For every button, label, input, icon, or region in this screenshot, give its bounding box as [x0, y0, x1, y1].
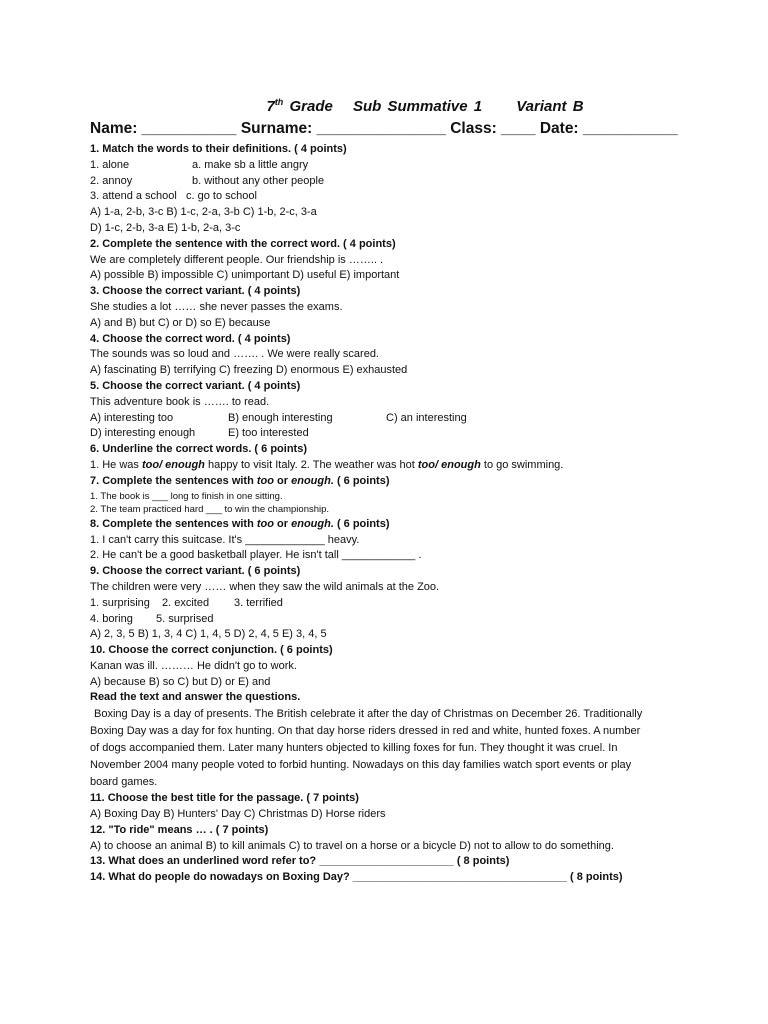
q7-enough: enough.: [291, 474, 334, 487]
question-2-title: 2. Complete the sentence with the correct word. ( 4 points): [90, 237, 396, 250]
question-11-title: 11. Choose the best title for the passage. ( 7 points): [90, 792, 359, 805]
q5-option-d[interactable]: D) interesting enough: [90, 427, 196, 440]
q9-options[interactable]: A) 2, 3, 5 B) 1, 3, 4 C) 1, 4, 5 D) 2, 4, 5 E) 3, 4, 5: [90, 628, 327, 641]
q12-options[interactable]: A) to choose an animal B) to kill animals C) to travel on a horse or a bicycle D) not to allow to do something.: [90, 839, 614, 852]
q4-text: The sounds was so loud and ……. . We were really scared.: [90, 348, 379, 361]
question-14-title[interactable]: 14. What do people do nowadays on Boxing Day? ___________________________________ ( 8 points): [90, 871, 623, 884]
q5-options-1: [90, 411, 690, 427]
q1-word: 2. annoy: [90, 174, 133, 187]
q9-word: 5. surprised: [156, 612, 214, 625]
q9-word: 3. terrified: [234, 596, 283, 609]
q1-row-1: [90, 158, 690, 174]
q9-words-1: [90, 596, 690, 612]
q5-option-e[interactable]: E) too interested: [228, 427, 309, 440]
q10-text: Kanan was ill. ……… He didn't go to work.: [90, 659, 297, 672]
q3-options[interactable]: A) and B) but C) or D) so E) because: [90, 316, 271, 329]
q1-row-2: [90, 174, 690, 190]
q3-text: She studies a lot …… she never passes the exams.: [90, 300, 343, 313]
q8-or: or: [273, 517, 292, 530]
q7-too: too: [256, 474, 274, 487]
q8-sentence-2[interactable]: 2. He can't be a good basketball player. He isn't tall ____________ .: [90, 549, 422, 562]
q8-enough: enough.: [291, 517, 334, 530]
question-10-title: 10. Choose the correct conjunction. ( 6 points): [90, 644, 333, 657]
question-13-title[interactable]: 13. What does an underlined word refer to? ______________________ ( 8 points): [90, 855, 510, 868]
q1-row-3: [90, 189, 690, 205]
q1-definition: a. make sb a little angry: [192, 158, 309, 171]
q1-word: 3. attend a school: [90, 190, 177, 203]
reading-title: Read the text and answer the questions.: [90, 691, 301, 704]
q11-options[interactable]: A) Boxing Day B) Hunters' Day C) Christmas D) Horse riders: [90, 808, 386, 821]
q2-options[interactable]: A) possible B) impossible C) unimportant D) useful E) important: [90, 269, 400, 282]
q4-options[interactable]: A) fascinating B) terrifying C) freezing D) enormous E) exhausted: [90, 364, 408, 377]
q7-points: ( 6 points): [333, 474, 390, 487]
q6-s1-end: happy to visit Italy. 2. The weather was hot: [204, 458, 418, 471]
q6-s2-end: to go swimming.: [480, 458, 564, 471]
q9-word: 4. boring: [90, 612, 133, 625]
q8-title-start: 8. Complete the sentences with: [90, 517, 257, 530]
q9-word: 1. surprising: [90, 596, 150, 609]
question-3-title: 3. Choose the correct variant. ( 4 points): [90, 285, 301, 298]
q7-sentence-2[interactable]: 2. The team practiced hard ___ to win the championship.: [90, 504, 330, 516]
q1-options-2[interactable]: D) 1-c, 2-b, 3-a E) 1-b, 2-a, 3-c: [90, 221, 241, 234]
q5-options-2: [90, 426, 690, 442]
q5-option-c[interactable]: C) an interesting: [386, 411, 467, 424]
q9-words-2: [90, 612, 690, 628]
q2-text: We are completely different people. Our friendship is …….. .: [90, 253, 384, 266]
grade-superscript: th: [274, 97, 284, 107]
q9-word: 2. excited: [162, 596, 210, 609]
q1-word: 1. alone: [90, 158, 130, 171]
test-name: Sub Summative 1: [353, 98, 483, 115]
question-7-title: [90, 474, 690, 490]
q6-choice-1[interactable]: too/ enough: [141, 458, 205, 471]
question-12-title: 12. "To ride" means … . ( 7 points): [90, 823, 269, 836]
q9-text: The children were very …… when they saw the wild animals at the Zoo.: [90, 580, 440, 593]
variant-label: Variant B: [516, 98, 584, 115]
q10-options[interactable]: A) because B) so C) but D) or E) and: [90, 675, 271, 688]
question-4-title: 4. Choose the correct word. ( 4 points): [90, 332, 291, 345]
worksheet: [90, 92, 690, 886]
q6-s1-start: 1. He was: [90, 458, 142, 471]
q6-choice-2[interactable]: too/ enough: [417, 458, 481, 471]
question-8-title: [90, 517, 690, 533]
reading-passage: Boxing Day is a day of presents. The British celebrate it after the day of Christmas on December 26. Traditionally Boxing Day was a day for fox hunting. On that day horse riders dressed in red and white, hunted foxes. A number of dogs accompanied them. Later many hunters objected to killing foxes for fun. They thought it was cruel. In November 2004 many people voted to forbid hunting. Nowadays on this day families watch sport events or play board games.: [90, 708, 643, 789]
q5-text: This adventure book is ……. to read.: [90, 395, 270, 408]
question-5-title: 5. Choose the correct variant. ( 4 points): [90, 379, 301, 392]
q5-option-a[interactable]: A) interesting too: [90, 411, 174, 424]
q8-points: ( 6 points): [333, 517, 390, 530]
q5-option-b[interactable]: B) enough interesting: [228, 411, 333, 424]
grade-word: Grade: [289, 98, 333, 115]
q1-definition: b. without any other people: [192, 174, 325, 187]
q8-too: too: [256, 517, 274, 530]
student-info-line[interactable]: Name: ___________ Surname: _______________ Class: ____ Date: ___________: [90, 120, 678, 137]
worksheet-title: [160, 92, 690, 115]
q1-options-1[interactable]: A) 1-a, 2-b, 3-c B) 1-c, 2-a, 3-b C) 1-b, 2-c, 3-a: [90, 206, 317, 219]
q1-definition: c. go to school: [186, 190, 257, 203]
question-9-title: 9. Choose the correct variant. ( 6 points): [90, 565, 301, 578]
q7-title-start: 7. Complete the sentences with: [90, 474, 257, 487]
grade-number: 7: [266, 98, 275, 115]
q8-sentence-1[interactable]: 1. I can't carry this suitcase. It's _____________ heavy.: [90, 533, 360, 546]
q6-sentences: [90, 458, 690, 474]
q7-or: or: [273, 474, 292, 487]
question-1-title: 1. Match the words to their definitions. ( 4 points): [90, 143, 347, 155]
question-6-title: 6. Underline the correct words. ( 6 points): [90, 443, 307, 456]
q7-sentence-1[interactable]: 1. The book is ___ long to finish in one sitting.: [90, 490, 283, 502]
